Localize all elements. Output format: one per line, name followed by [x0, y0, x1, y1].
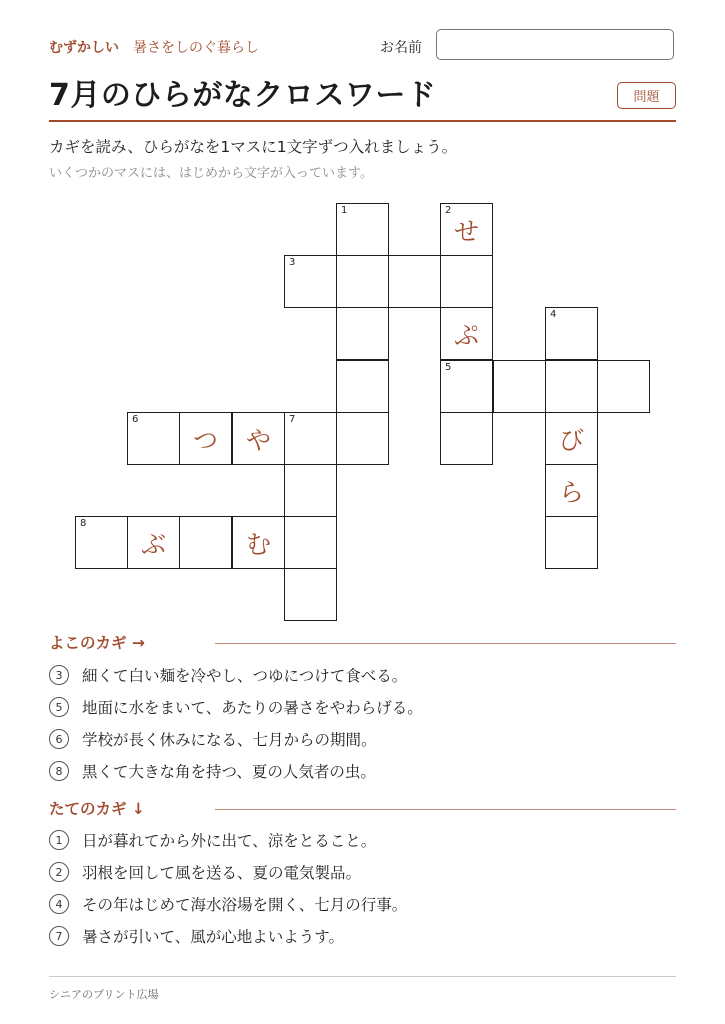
crossword-cell[interactable]	[75, 516, 128, 569]
cell-number: 2	[445, 205, 452, 216]
cell-number: 6	[132, 414, 139, 425]
down-divider	[215, 809, 676, 810]
instructions-main: カギを読み、ひらがなを1マスに1文字ずつ入れましょう。	[49, 138, 458, 156]
cell-number: 1	[341, 205, 348, 216]
crossword-cell[interactable]	[336, 203, 389, 256]
down-clue	[49, 925, 344, 947]
cell-number: 5	[445, 362, 452, 373]
cell-prefilled-char: せ	[453, 216, 479, 246]
clue-text: 羽根を回して風を送る、夏の電気製品。	[82, 864, 362, 882]
crossword-cell[interactable]	[232, 516, 285, 569]
clue-text: 地面に水をまいて、あたりの暑さをやわらげる。	[82, 699, 423, 717]
crossword-cell[interactable]	[336, 412, 389, 465]
cell-number: 3	[289, 257, 296, 268]
crossword-cell[interactable]	[232, 412, 285, 465]
crossword-cell[interactable]	[545, 360, 598, 413]
cell-number: 4	[550, 309, 557, 320]
clue-text: 学校が長く休みになる、七月からの期間。	[82, 731, 377, 749]
cell-prefilled-char: む	[245, 529, 271, 559]
crossword-cell[interactable]	[440, 203, 493, 256]
clue-number: 2	[49, 862, 69, 882]
crossword-cell[interactable]	[493, 360, 546, 413]
cell-number: 8	[80, 518, 87, 529]
clue-number: 4	[49, 894, 69, 914]
name-label: お名前	[380, 40, 422, 56]
cell-number: 7	[289, 414, 296, 425]
crossword-cell[interactable]	[127, 412, 180, 465]
clue-text: 黒くて大きな角を持つ、夏の人気者の虫。	[82, 763, 376, 781]
crossword-cell[interactable]	[284, 568, 337, 621]
crossword-cell[interactable]	[179, 516, 232, 569]
down-clue	[49, 893, 407, 915]
across-clue	[49, 760, 376, 782]
down-clue	[49, 829, 376, 851]
across-clue	[49, 696, 423, 718]
clue-text: 日が暮れてから外に出て、涼をとること。	[82, 832, 377, 850]
crossword-cell[interactable]	[545, 307, 598, 360]
across-divider	[215, 643, 676, 644]
clue-number: 7	[49, 926, 69, 946]
footer-divider	[49, 976, 676, 977]
crossword-cell[interactable]	[284, 516, 337, 569]
crossword-cell[interactable]	[545, 516, 598, 569]
crossword-cell[interactable]	[284, 464, 337, 517]
crossword-cell[interactable]	[545, 412, 598, 465]
cell-prefilled-char: ぷ	[453, 320, 479, 350]
cell-prefilled-char: び	[558, 425, 584, 455]
crossword-cell[interactable]	[440, 360, 493, 413]
cell-prefilled-char: ら	[558, 477, 584, 507]
crossword-cell[interactable]	[545, 464, 598, 517]
crossword-cell[interactable]	[336, 360, 389, 413]
cell-prefilled-char: ぶ	[140, 529, 166, 559]
crossword-cell[interactable]	[440, 255, 493, 308]
across-clue	[49, 664, 407, 686]
clue-number: 6	[49, 729, 69, 749]
category-sub: 暑さをしのぐ暮らし	[133, 40, 259, 56]
clue-number: 1	[49, 830, 69, 850]
crossword-cell[interactable]	[336, 307, 389, 360]
clue-text: 細くて白い麺を冷やし、つゆにつけて食べる。	[82, 667, 408, 685]
clue-number: 5	[49, 697, 69, 717]
down-clue	[49, 861, 361, 883]
crossword-cell[interactable]	[336, 255, 389, 308]
instructions-note: いくつかのマスには、はじめから文字が入っています。	[49, 166, 373, 181]
crossword-cell[interactable]	[440, 412, 493, 465]
clue-text: 暑さが引いて、風が心地よいようす。	[82, 928, 344, 946]
category-main: むずかしい	[49, 40, 119, 56]
cell-prefilled-char: や	[245, 425, 271, 455]
crossword-cell[interactable]	[284, 255, 337, 308]
across-clue	[49, 728, 377, 750]
across-heading: よこのカギ →	[49, 634, 145, 652]
crossword-cell[interactable]	[440, 307, 493, 360]
cell-prefilled-char: つ	[192, 425, 218, 455]
footer-text: シニアのプリント広場	[49, 988, 159, 1001]
problem-badge: 問題	[617, 82, 676, 109]
crossword-cell[interactable]	[179, 412, 232, 465]
clue-text: その年はじめて海水浴場を開く、七月の行事。	[82, 896, 408, 914]
crossword-cell[interactable]	[597, 360, 650, 413]
clue-number: 8	[49, 761, 69, 781]
crossword-cell[interactable]	[127, 516, 180, 569]
crossword-cell[interactable]	[284, 412, 337, 465]
crossword-cell[interactable]	[388, 255, 441, 308]
clue-number: 3	[49, 665, 69, 685]
page-title: 7月のひらがなクロスワード	[49, 78, 437, 113]
down-heading: たてのカギ ↓	[49, 800, 145, 818]
